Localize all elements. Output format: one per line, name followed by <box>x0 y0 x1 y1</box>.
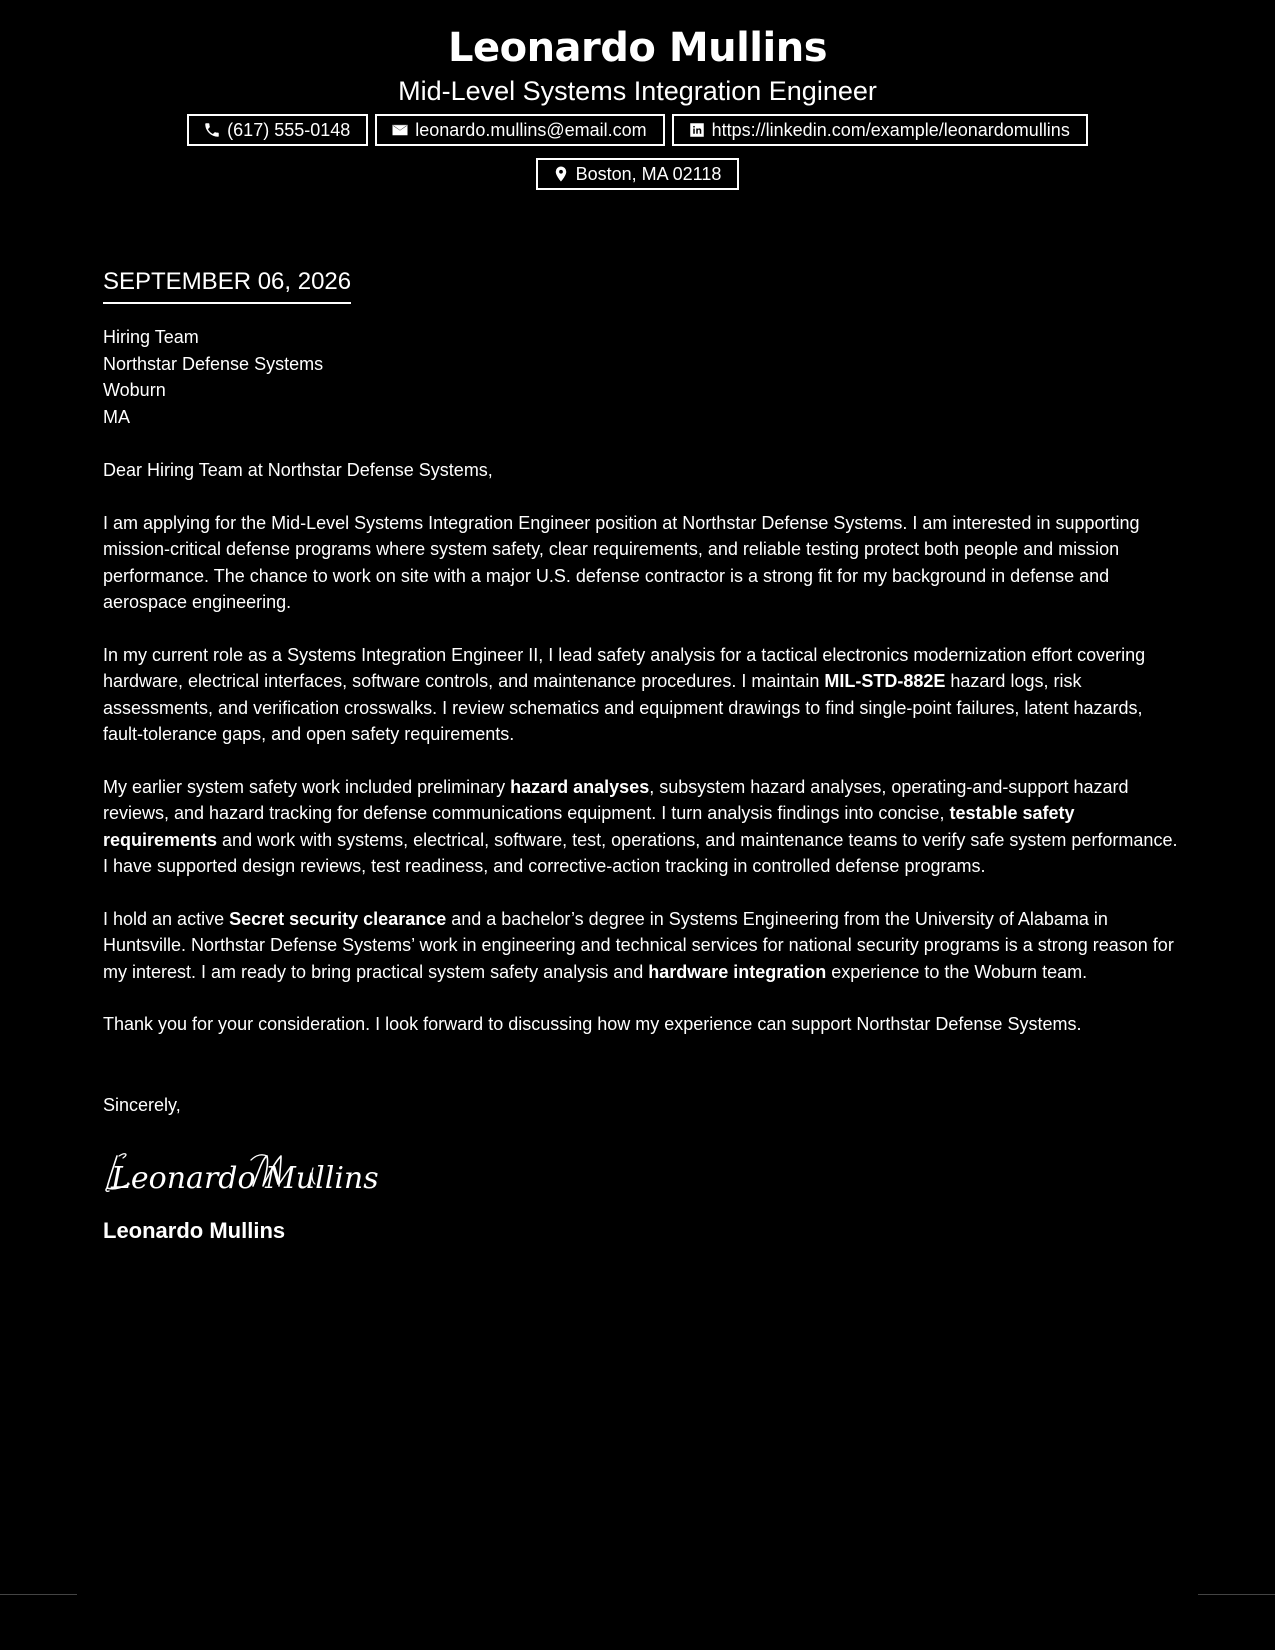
paragraph-text: I am applying for the Mid-Level Systems Integration Engineer position at Northstar Defense Systems. I am interested in supporting mission-critical defense programs where system safety, clear requirements, and reliable testing protect both people and mission performance. The chance to work on site with a major U.S. defense contractor is a strong fit for my background in defense and aerospace engineering. <box>103 512 1140 612</box>
emphasis-text: hardware integration <box>648 961 827 982</box>
contact-linkedin[interactable] <box>672 114 1088 146</box>
paragraph-text: hazard logs, risk assessments, and verification crosswalks. I review schematics and equipment drawings to find single-point failures, latent hazards, fault-tolerance gaps, and open safety requirements. <box>103 671 1143 744</box>
contact-phone-text: (617) 555-0148 <box>227 120 351 140</box>
body-paragraph <box>103 1011 1183 1038</box>
recipient-line: Woburn <box>103 380 166 400</box>
footer-rule-left <box>0 1594 77 1595</box>
recipient-line: Hiring Team <box>103 327 199 347</box>
paragraph-text: Thank you for your consideration. I look forward to discussing how my experience can support Northstar Defense Systems. <box>103 1014 1082 1034</box>
phone-icon <box>203 121 221 139</box>
recipient-block <box>103 324 1183 430</box>
paragraph-text: My earlier system safety work included preliminary <box>103 776 511 797</box>
footer-rule-right <box>1198 1594 1275 1595</box>
signature-graphic <box>103 1144 383 1204</box>
contact-location-text: Boston, MA 02118 <box>575 164 722 184</box>
paragraph-text: experience to the Woburn team. <box>826 961 1088 982</box>
letter-body <box>103 266 1183 1246</box>
recipient-line: MA <box>103 406 130 427</box>
letter-paragraphs <box>103 510 1183 1038</box>
contact-location <box>536 158 740 190</box>
contact-linkedin-text: https://linkedin.com/example/leonardomullins <box>711 120 1070 140</box>
paragraph-text: and a bachelor’s degree in Systems Engineering from the University of Alabama in Huntsville. Northstar Defense Systems’ work in engineering and technical services for national security programs is a strong reason for my interest. I am ready to bring practical system safety analysis and <box>103 908 1174 982</box>
paragraph-text: In my current role as a Systems Integration Engineer II, I lead safety analysis for a tactical electronics modernization effort covering hardware, electrical interfaces, software controls, and maintenance procedures. I maintain <box>103 644 1146 691</box>
contact-phone[interactable] <box>187 114 368 146</box>
signer-name: Leonardo Mullins <box>103 1218 286 1243</box>
salutation: Dear Hiring Team at Northstar Defense Systems, <box>103 460 493 480</box>
emphasis-text: MIL-STD-882E <box>824 671 946 691</box>
paragraph-text: and work with systems, electrical, software, test, operations, and maintenance teams to verify safe system performance. I have supported design reviews, test readiness, and corrective-action tracking in controlled defense programs. <box>103 829 1178 876</box>
body-paragraph <box>103 510 1183 616</box>
emphasis-text: Secret security clearance <box>229 908 447 929</box>
signature-text: Leonardo Mullins <box>111 1161 379 1196</box>
linkedin-icon <box>688 121 706 139</box>
contact-list <box>138 114 1138 190</box>
body-paragraph <box>103 642 1183 748</box>
recipient-line: Northstar Defense Systems <box>103 353 324 374</box>
body-paragraph <box>103 906 1183 986</box>
envelope-icon <box>391 121 409 139</box>
body-paragraph <box>103 774 1183 880</box>
paragraph-text: , subsystem hazard analyses, operating-and-support hazard reviews, and hazard tracking for defense communications equipment. I turn analysis findings into concise, <box>103 776 1129 823</box>
letter-date: SEPTEMBER 06, 2026 <box>103 266 351 304</box>
closing: Sincerely, <box>103 1094 181 1115</box>
signature <box>103 1144 1183 1204</box>
paragraph-text: I hold an active <box>103 908 230 929</box>
emphasis-text: testable safety requirements <box>103 803 1075 850</box>
applicant-name: Leonardo Mullins <box>447 25 828 71</box>
map-pin-icon <box>552 165 570 183</box>
letter-header <box>0 0 1275 190</box>
contact-email[interactable] <box>375 114 664 146</box>
emphasis-text: hazard analyses <box>510 776 650 797</box>
applicant-title: Mid-Level Systems Integration Engineer <box>398 76 877 106</box>
contact-email-text: leonardo.mullins@email.com <box>415 120 647 140</box>
